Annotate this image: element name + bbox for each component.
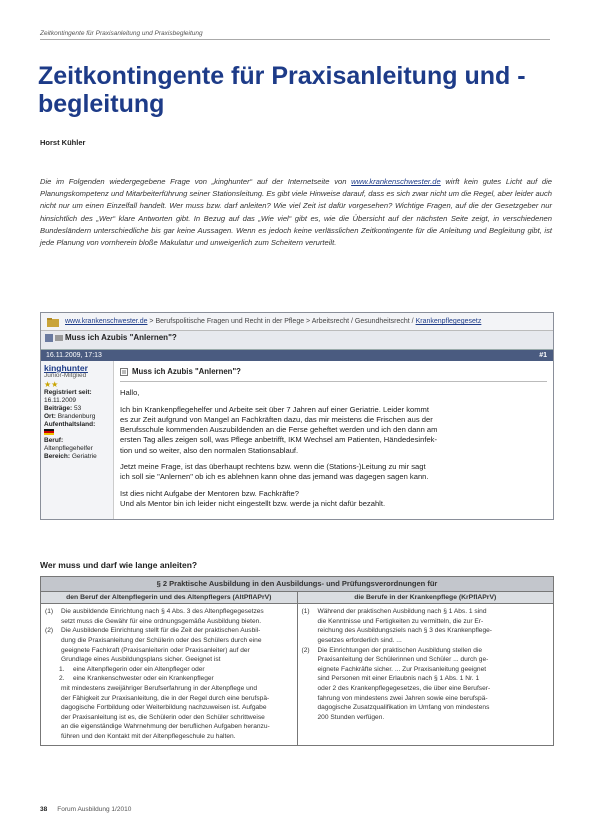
clause-number: (1) (45, 608, 54, 616)
registered-label: Registriert seit: (44, 389, 92, 396)
clause-line: dagogische Zusatzqualifikation im Umfang von mindestens (317, 704, 490, 712)
thread-title: Muss ich Azubis "Anlernen"? (65, 333, 177, 342)
clause-line: Praxisanleitung der Schülerinnen und Schüler ... durch ge- (317, 656, 489, 664)
clause-line: setzt muss die Gewähr für eine ordnungsgemäße Ausbildung bieten. (61, 617, 262, 625)
post-date-bar (41, 350, 553, 361)
forum-screenshot (40, 312, 554, 520)
clause-number: (2) (301, 646, 310, 654)
user-rank: Junior-Mitglied (44, 372, 87, 379)
sub-text: eine Altenpflegerin oder ein Altenpfleger oder (73, 665, 205, 673)
page-number: 38 (40, 806, 48, 813)
area-value: Geriatrie (71, 453, 97, 460)
clause-item (45, 626, 293, 664)
clause-tail (45, 684, 293, 742)
clause-line: oder 2 des Krankenpflegegesetzes, die über eine Berufser- (317, 684, 491, 692)
post-date: 16.11.2009, 17:13 (46, 352, 102, 359)
clause-item (302, 607, 550, 645)
residence-label: Aufenthaltsland: (44, 421, 96, 428)
message-line: es zur Zeit aufgrund von Mangel an Fachkräften dazu, das mir meistens die Frischen aus der (120, 414, 433, 424)
author: Horst Kühler (40, 138, 86, 147)
message-line: Jetzt meine Frage, ist das überhaupt rechtens bzw. wenn die (Stations-)Leitung zu mir sagt (120, 462, 426, 472)
table-column-right (298, 604, 554, 744)
clause-line: fahrung von mindestens zwei Jahren sowie eine berufspä- (317, 694, 488, 702)
job-value: Altenpflegehelfer (44, 445, 93, 452)
sub-item (45, 674, 293, 684)
thread-title-bar (41, 331, 553, 350)
user-area (44, 453, 110, 461)
posts-value: 53 (74, 405, 82, 412)
clause-line: sind Personen mit einer Erlaubnis nach § 1 Abs. 1 Nr. 1 (317, 675, 480, 683)
column-header-krpflaprv: die Berufe in der Krankenpflege (KrPflAPrV) (354, 593, 497, 601)
clause-number: (2) (45, 627, 54, 635)
breadcrumb-home-link[interactable]: www.krankenschwester.de (65, 318, 148, 325)
user-job (44, 437, 110, 453)
message-line: Und als Mentor bin ich leider nicht eingestellt bzw. werde ja nicht dafür bezahlt. (120, 498, 386, 508)
registered-value: 16.11.2009 (44, 397, 77, 404)
clause-line: geeignete Fachkraft (Praxisanleiterin oder Praxisanleiter) auf der (61, 646, 250, 654)
job-label: Beruf: (44, 437, 64, 444)
sub-number: 2. (59, 675, 65, 683)
clause-line: Die ausbildende Einrichtung nach § 4 Abs. 3 des Altenpflegegesetzes (61, 608, 264, 616)
clause-line: dagogische Fortbildung oder Weiterbildung nachzuweisen ist. Aufgabe (61, 704, 267, 712)
germany-flag-icon (44, 429, 54, 435)
page-title: Zeitkontingente für Praxisanleitung und -begleitung (38, 62, 526, 118)
clause-line: der Praxisanleitung ist es, die Schülerin oder den Schüler schrittweise (61, 713, 265, 721)
user-location (44, 413, 110, 421)
table-column-headers (41, 592, 553, 605)
column-header-altpflaprv: den Beruf der Altenpflegerin und des Altenpflegers (AltPflAPrV) (41, 592, 298, 604)
clause-text (318, 646, 550, 723)
message-line: Ich bin Krankenpflegehelfer und Arbeite seit über 7 Jahren auf einer Geriatrie. Leider kommt (120, 404, 429, 414)
sub-text: eine Krankenschwester oder ein Krankenpfleger (73, 675, 214, 683)
clause-line: die Kenntnisse und Fertigkeiten zu vermitteln, die zur Er- (317, 617, 484, 625)
clause-line: an die eigenständige Wahrnehmung der beruflichen Aufgaben heranzu- (61, 723, 270, 731)
page-footer (40, 806, 131, 813)
clause-text (61, 684, 293, 742)
clause-line: Während der praktischen Ausbildung nach § 1 Abs. 1 sind (317, 608, 487, 616)
breadcrumb-last-link[interactable]: Krankenpflegegesetz (415, 318, 482, 325)
section-question: Wer muss und darf wie lange anleiten? (40, 560, 198, 570)
clause-line: Die Einrichtungen der praktischen Ausbildung stellen die (317, 646, 483, 654)
user-registered (44, 389, 110, 405)
intro-text-end: wirft kein gutes Licht auf die Planungskompetenz und Mitarbeiterführung seiner Stationsleitung. Es gibt viele Hinweise darauf, dass es sich zwar nicht um die Regel, aber leider auch nicht nur um einen Einzelfall handelt. Wer muss bzw. darf anleiten? Wie viel Zeit ist dafür vorgesehen? Wichtige Fragen, auf die der Gesetzgeber nur hinsichtlich des „Wer“ klare Antworten gibt. In Bezug auf das „Wie viel“ gibt es, wie die Übersicht auf der nächsten Seite zeigt, in verschiedenen Bundesländern unterschiedliche bis gar keine Aussagen. Wenn es jedoch keine verlässlichen Zeitkontingente für die Anleitung und Begleitung gibt, ist jede Planung von vornherein bloße Makulatur und unweigerlich zum Scheitern verurteilt. (40, 177, 552, 248)
message-line: tion und so weiter, also den normalen Stationsablauf. (120, 445, 299, 455)
intro-text-start: Die im Folgenden wiedergegebene Frage von „kinghunter“ auf der Internetseite von (40, 177, 352, 186)
rank-stars-icon: ★★ (44, 380, 59, 389)
message-line: ersten Tag alles zeigen soll, was Pflege anbetrifft, IKM Wechsel am Patienten, Händedesinfek- (120, 435, 438, 445)
clause-text (318, 607, 550, 645)
username-link[interactable]: kinghunter (44, 363, 88, 373)
message-line: Ist dies nicht Aufgabe der Mentoren bzw. Fachkräfte? (120, 488, 299, 498)
regulation-table (40, 576, 554, 746)
clause-line: gesetzes erforderlich sind. ... (317, 636, 402, 644)
clause-line: 200 Stunden verfügen. (317, 713, 385, 721)
user-residence (44, 421, 110, 437)
intro-link[interactable]: www.krankenschwester.de (351, 177, 441, 186)
location-label: Ort: (44, 413, 56, 420)
clause-line: führen und den Kontakt mit der Altenpflegeschule zu halten. (61, 732, 236, 740)
sub-item (45, 665, 293, 675)
clause-item (302, 646, 550, 723)
message-paragraph-3 (120, 489, 547, 510)
table-body (41, 604, 553, 744)
user-posts (44, 405, 110, 413)
location-value: Brandenburg (57, 413, 96, 420)
journal-name: Forum Ausbildung 1/2010 (57, 806, 132, 813)
message-title (120, 365, 547, 382)
user-info-box (41, 361, 114, 519)
breadcrumb (41, 313, 553, 331)
message-paragraph-2 (120, 462, 547, 483)
clause-item (45, 607, 293, 626)
table-column-left (41, 604, 298, 744)
clause-line: der Fähigkeit zur Praxisanleitung, die in der Regel durch eine berufspä- (61, 694, 270, 702)
clause-line: eignete Fachkräfte sicher. ... Zur Praxisanleitung geeignet (317, 665, 487, 673)
post-message (114, 361, 553, 519)
clause-line: reichung des Ausbildungsziels nach § 3 des Krankenpflege- (317, 627, 492, 635)
message-line: Berufsschule kommenden Auszubildenden an die Ferse geheftet werden und ich den dann am (120, 425, 438, 435)
clause-text (61, 607, 293, 626)
message-greeting: Hallo, (120, 388, 140, 398)
document-icon (120, 368, 128, 376)
clause-number: (1) (301, 608, 310, 616)
table-header: § 2 Praktische Ausbildung in den Ausbildungs- und Prüfungsverordnungen für (41, 577, 553, 592)
clause-line: Grundlage eines Ausbildungsplans sicher. Geeignet ist (61, 656, 221, 664)
clause-text (61, 626, 293, 664)
clause-line: Die Ausbildende Einrichtung stellt für die Zeit der praktischen Ausbil- (61, 627, 261, 635)
clause-line: mit mindestens zweijähriger Berufserfahrung in der Altenpflege und (61, 684, 258, 692)
running-header: Zeitkontingente für Praxisanleitung und Praxisbegleitung (40, 30, 550, 40)
posts-label: Beiträge: (44, 405, 73, 412)
forum-folder-icon (47, 318, 59, 327)
intro-paragraph (40, 176, 552, 249)
breadcrumb-path: > Berufspolitische Fragen und Recht in der Pflege > Arbeitsrecht / Gesundheitsrecht / (147, 318, 416, 325)
area-label: Bereich: (44, 453, 71, 460)
post-body (41, 361, 553, 519)
message-title-text: Muss ich Azubis "Anlernen"? (132, 367, 241, 376)
thread-icon (45, 334, 63, 342)
sub-number: 1. (59, 665, 65, 673)
message-paragraph-1 (120, 405, 547, 456)
clause-line: dung die Praxisanleitung der Schülerin oder des Schülers durch eine (61, 636, 262, 644)
message-line: ich soll sie "Anlernen" ob ich es ablehnen kann ohne das jemand was dagegen sagen kann. (120, 472, 429, 482)
post-number[interactable]: #1 (539, 352, 547, 359)
